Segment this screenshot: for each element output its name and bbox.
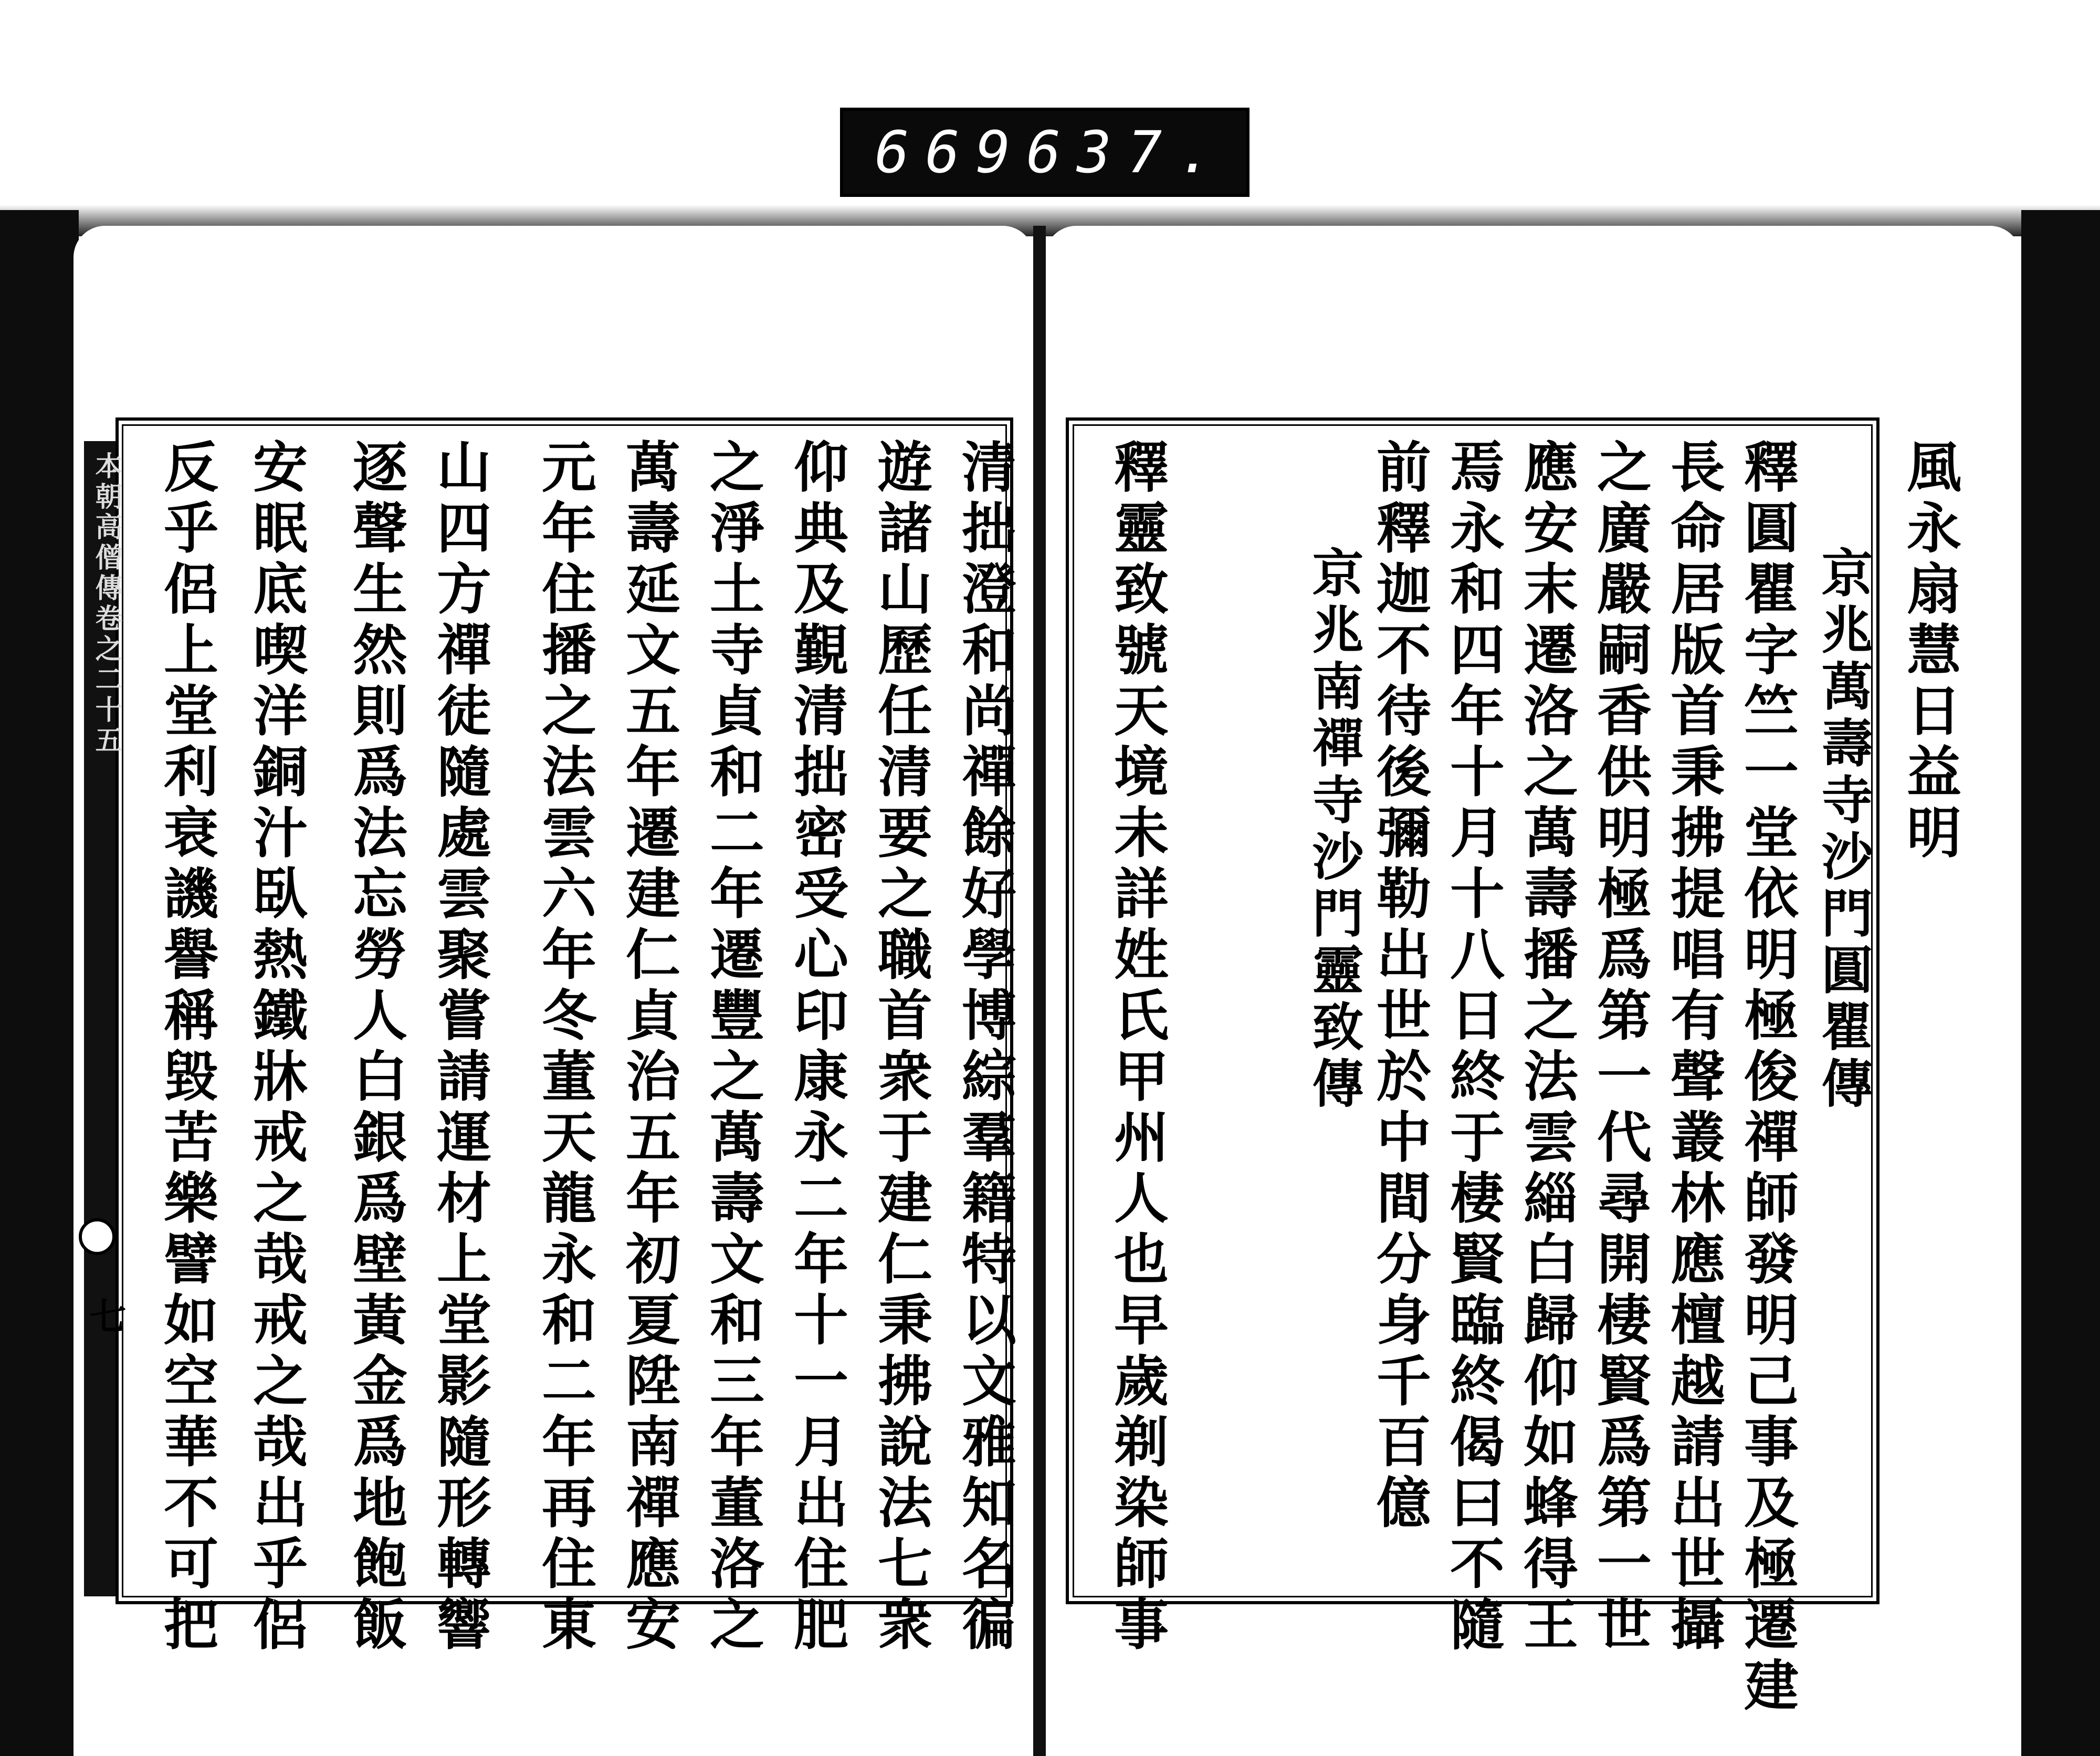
catalog-number-2: 637. (1026, 119, 1228, 186)
biography-heading: 京兆南禪寺沙門靈致傳 (1304, 546, 1364, 1113)
book-spine (1033, 226, 1046, 1756)
catalog-number-1: 669 (875, 119, 1026, 186)
text-column: 應安末遷洛之萬壽播之法雲緇白歸仰如蜂得王 (1514, 438, 1579, 1657)
text-column: 萬壽延文五年遷建仁貞治五年初夏陞南禪應安 (616, 438, 681, 1657)
text-column: 安眠底喫洋銅汁臥熱鐵牀戒之哉戒之哉出乎侶 (244, 438, 308, 1657)
text-column: 遊諸山歷任清要之職首衆于建仁秉拂說法七衆 (868, 438, 933, 1657)
text-column: 釋靈致號天境未詳姓氏甲州人也早歲剃染師事 (1105, 438, 1169, 1657)
text-column: 前釋迦不待後彌勒出世於中間分身千百億 (1367, 438, 1432, 1535)
text-column: 反乎侶上堂利衰譏譽稱毀苦樂譬如空華不可把 (154, 438, 219, 1657)
text-column: 之淨土寺貞和二年遷豐之萬壽文和三年董洛之 (700, 438, 765, 1657)
catalog-number-label (840, 108, 1250, 197)
text-column: 長命居版首秉拂提唱有聲叢林應檀越請出世攝 (1661, 438, 1726, 1657)
text-column: 清拙澄和尚禪餘好學博綜羣籍特以文雅知名徧 (952, 438, 1017, 1657)
text-column: 仰典及覲清拙密受心印康永二年十一月出住肥 (784, 438, 849, 1657)
text-column: 焉永和四年十月十八日終于棲賢臨終偈曰不隨 (1441, 438, 1505, 1657)
scan-edge-left (0, 210, 79, 1756)
scan-edge-right (2021, 210, 2100, 1756)
text-column: 元年住播之法雲六年冬董天龍永和二年再住東 (532, 438, 597, 1657)
text-column: 之廣嚴嗣香供明極爲第一代尋開棲賢爲第一世 (1588, 438, 1652, 1657)
page-number: 七 (83, 1297, 127, 1334)
margin-circle-mark (79, 1218, 116, 1255)
margin-title: 本朝高僧傳卷之二十五 (90, 452, 122, 756)
biography-heading: 京兆萬壽寺沙門圓瞿傳 (1813, 546, 1873, 1113)
text-column: 釋圓瞿字竺一堂依明極俊禪師發明己事及極遷建 (1735, 438, 1799, 1718)
text-column: 風永扇慧日益明 (1897, 438, 1962, 865)
text-column: 山四方禪徒隨處雲聚嘗請運材上堂影隨形轉響 (427, 438, 492, 1657)
text-column: 逐聲生然則爲法忘勞人白銀爲壁黃金爲地飽飯 (343, 438, 408, 1657)
